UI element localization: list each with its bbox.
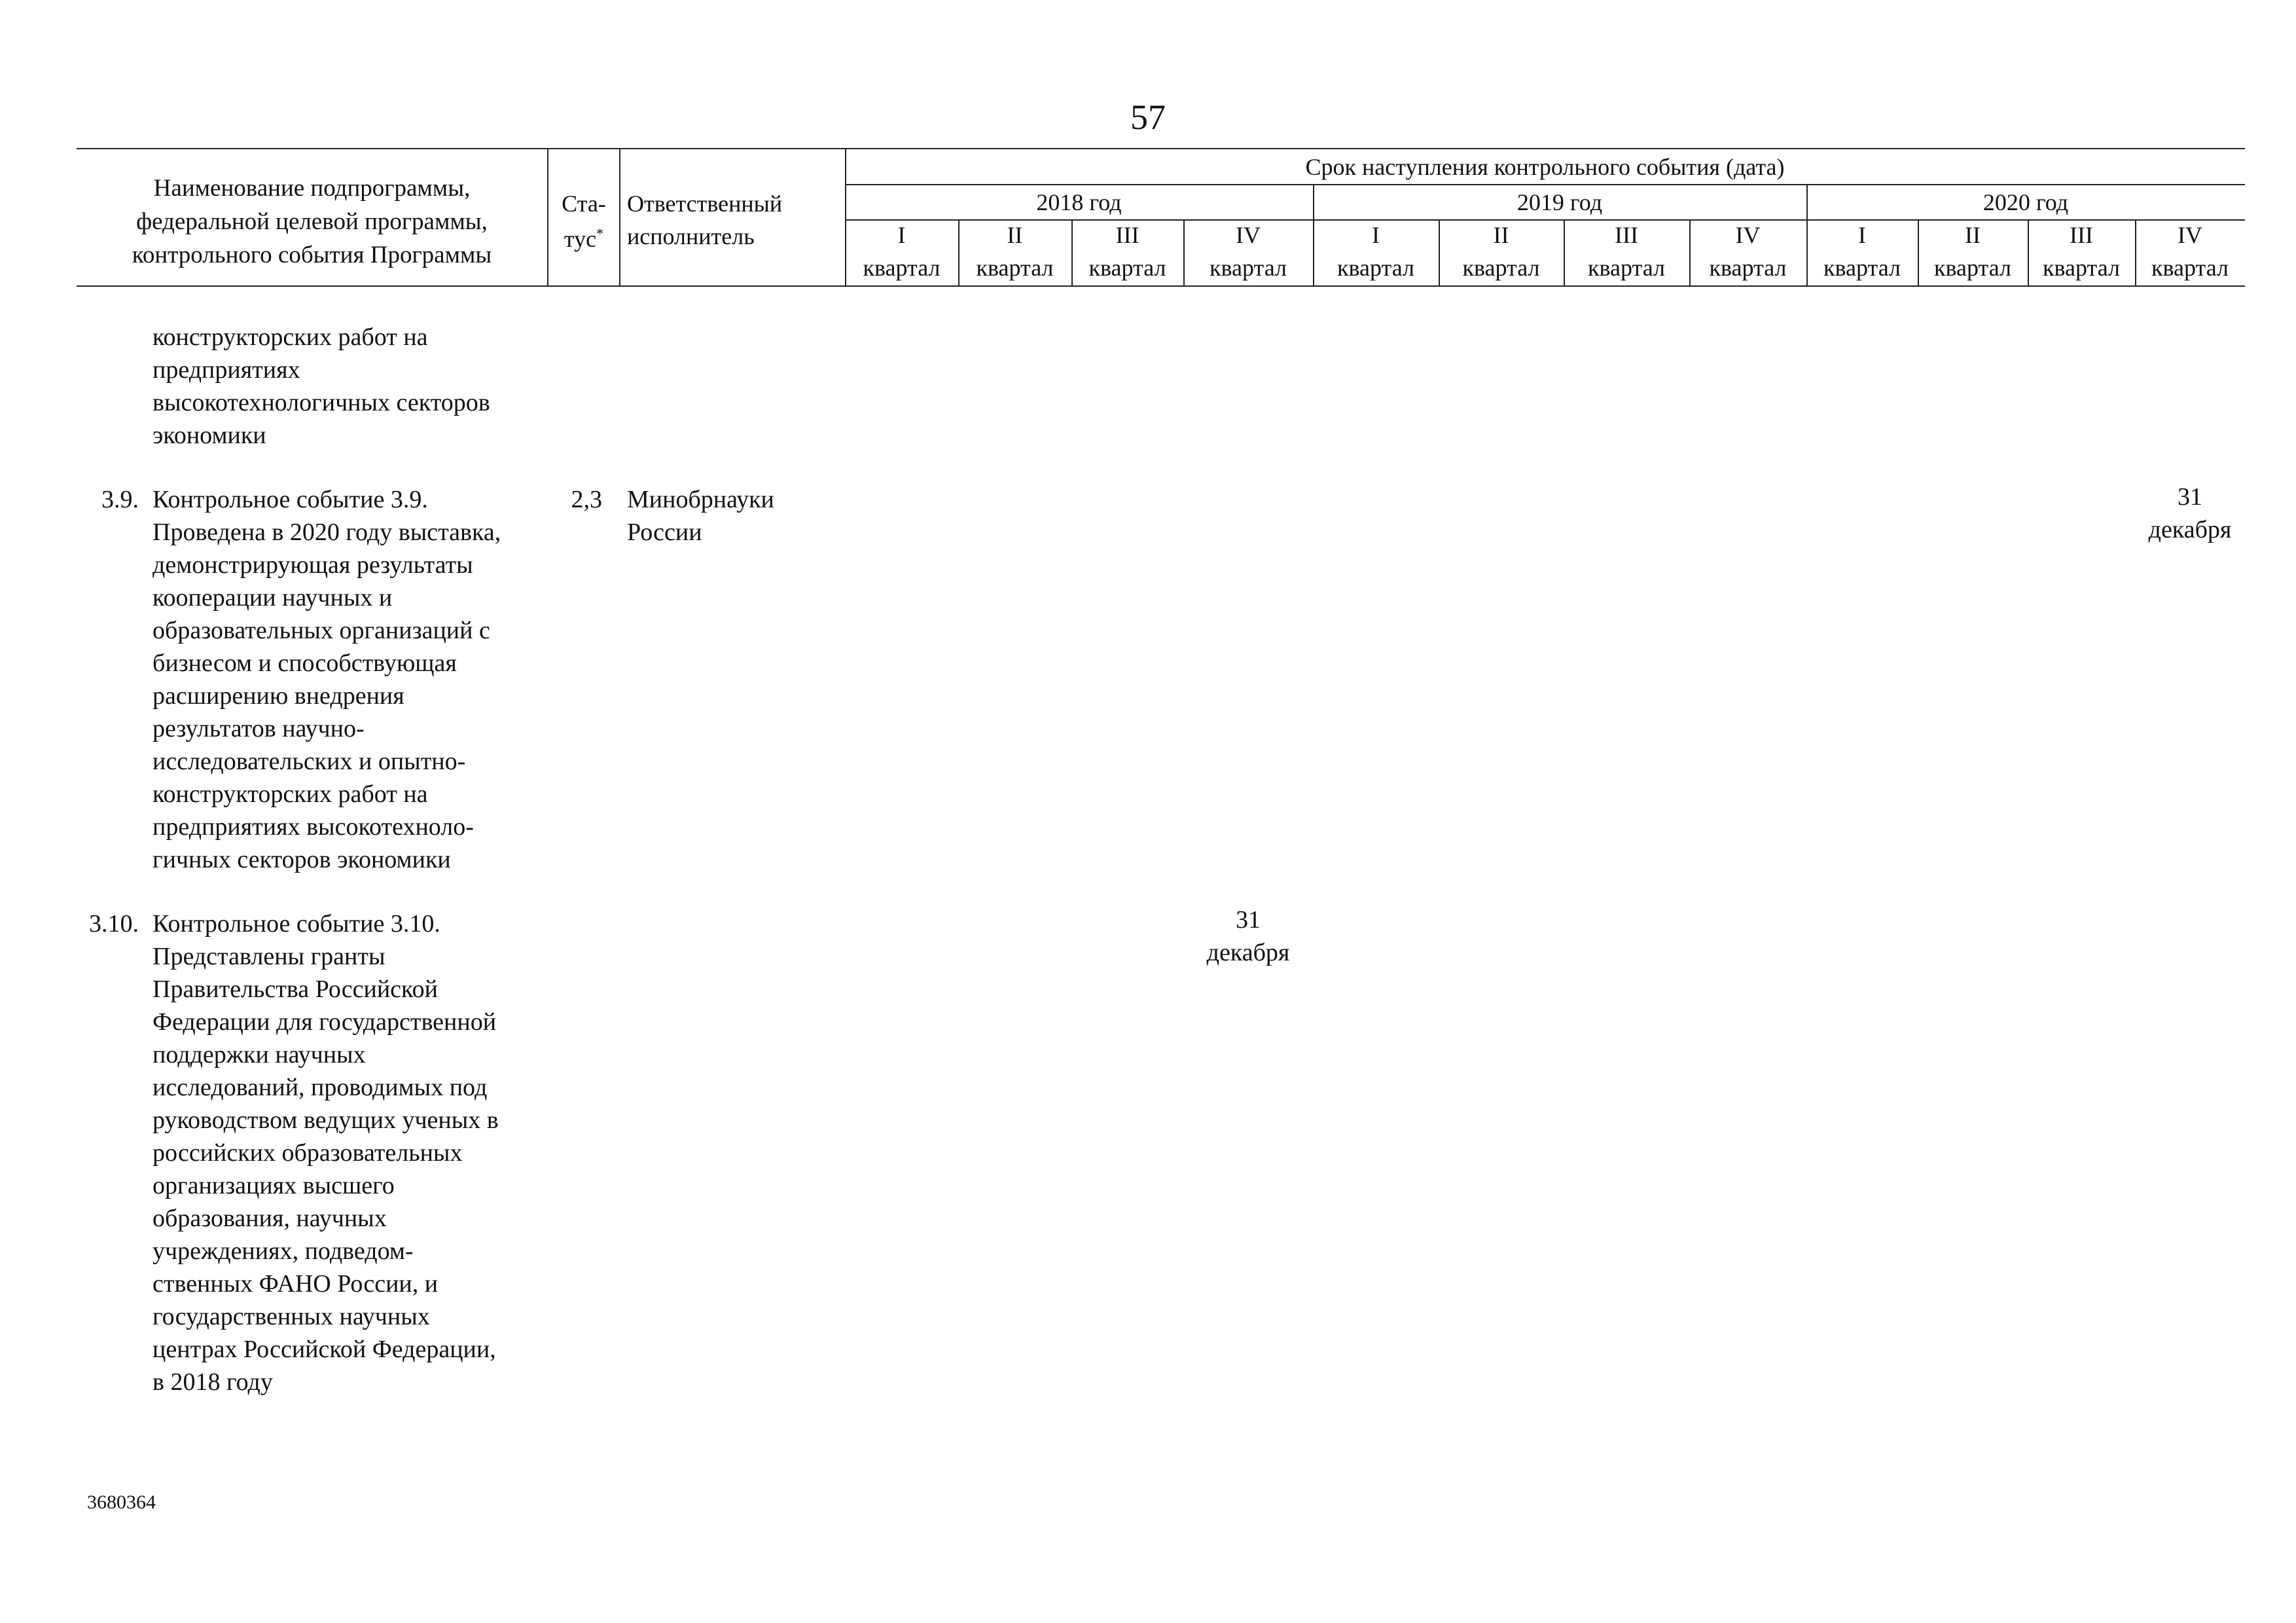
quarter-header-2020-q1 [1806,219,1918,284]
quarter-label: квартал [1337,255,1414,281]
event-number-3-10: 3.10. [89,910,139,938]
page-number: 57 [1130,98,1166,137]
event-date-3-9-2020-q4: 31 декабря [2148,483,2232,543]
quarter-header-2020-q2 [1918,219,2028,284]
quarter-numeral: III [2070,222,2093,248]
document-code: 3680364 [87,1491,156,1513]
deadline-title-rule [845,184,2245,185]
name-column-header: Наименование подпрограммы, федеральной целевой программы, контрольного события Программы [132,175,492,268]
quarter-label: квартал [1088,255,1166,281]
year-2018-header: 2018 год [1036,189,1122,215]
quarter-numeral: IV [1236,222,1261,248]
deadline-header: Срок наступления контрольного события (дата) [1305,154,1785,180]
quarter-header-2018-q1 [845,219,958,284]
quarter-numeral: III [1615,222,1638,248]
quarter-numeral: IV [2178,222,2202,248]
event-description-3-9: Контрольное событие 3.9. Проведена в 2020 году выставка, демонстрирующая результаты кооперации научных и образовательных организаций с бизнесом и способствующая расширению внедрения результатов научно- исследовательских и опытно- конструкторских работ на предприятиях высокотехноло- гичных секторов экономики [152,486,501,873]
status-header-line1: Ста- [562,191,606,217]
quarter-numeral: I [1858,222,1866,248]
table-top-rule [77,148,2245,149]
quarter-label: квартал [1210,255,1287,281]
quarter-numeral: II [1493,222,1509,248]
quarter-numeral: IV [1735,222,1761,248]
status-column-header [548,189,619,254]
year-2019-header: 2019 год [1516,189,1603,215]
quarter-header-2018-q4 [1183,219,1313,284]
quarter-label: квартал [976,255,1054,281]
status-footnote-mark: * [596,225,604,242]
quarter-header-2019-q3 [1564,219,1689,284]
event-status-3-9: 2,3 [571,486,602,513]
quarter-numeral: II [1007,222,1023,248]
quarter-header-2020-q3 [2028,219,2135,284]
quarter-label: квартал [1588,255,1665,281]
quarter-label: квартал [863,255,941,281]
event-number-3-9: 3.9. [101,486,139,513]
quarter-numeral: I [897,222,906,248]
event-executor-3-9: Минобрнауки России [627,486,774,546]
status-header-line2 [548,219,619,254]
quarter-numeral: III [1115,222,1139,248]
quarter-label: квартал [2043,255,2120,281]
quarter-label: квартал [1823,255,1901,281]
quarter-label: квартал [1462,255,1540,281]
quarter-header-2018-q2 [958,219,1071,284]
year-2020-header: 2020 год [1982,189,2069,215]
quarter-header-2020-q4 [2135,219,2245,284]
quarter-header-2019-q4 [1689,219,1806,284]
quarter-header-2018-q3 [1071,219,1183,284]
quarter-label: квартал [1709,255,1787,281]
quarter-header-2019-q2 [1439,219,1564,284]
quarter-numeral: II [1965,222,1981,248]
event-description-3-10: Контрольное событие 3.10. Представлены гранты Правительства Российской Федерации для государственной поддержки научных исследований, проводимых под руководством ведущих ученых в российских образовательных организациях высшего образования, научных учреждениях, подведом- ственных ФАНО России, и государственных научных центрах Российской Федерации, в 2018 году [152,910,499,1396]
status-header-word: тус [564,226,597,252]
executor-col-divider [619,148,620,285]
table-header-bottom-rule [77,285,2245,287]
quarter-header-2019-q1 [1313,219,1439,284]
quarter-numeral: I [1372,222,1380,248]
quarter-label: квартал [1934,255,2011,281]
event-date-3-10-2018-q4: 31 декабря [1206,906,1290,966]
quarter-label: квартал [2151,255,2229,281]
executor-column-header: Ответственный исполнитель [627,191,783,249]
event-description-continued: конструкторских работ на предприятиях высокотехнологичных секторов экономики [152,323,490,449]
